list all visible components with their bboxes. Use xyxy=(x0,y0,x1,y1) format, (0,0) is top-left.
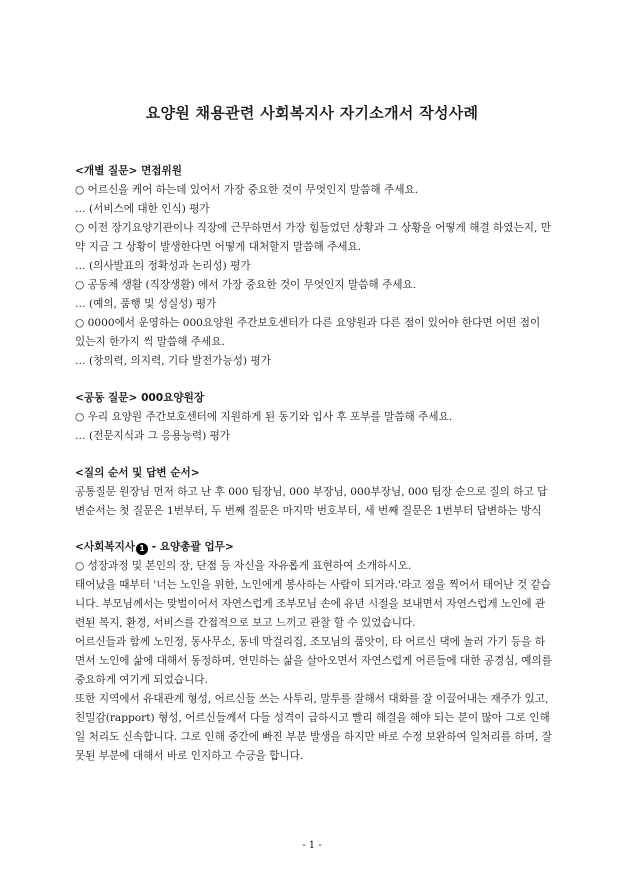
document-body xyxy=(75,162,553,766)
individual-question-1: ○ 어르신을 케어 하는데 있어서 가장 중요한 것이 무엇인지 말씀해 주세요. xyxy=(75,184,419,196)
individual-evaluation-1: … (서비스에 대한 인식) 평가 xyxy=(75,203,210,215)
order-heading: <질의 순서 및 답변 순서> xyxy=(75,467,200,479)
order-paragraph: 공통질문 원장님 먼저 하고 난 후 000 팀장님, 000 부장님, 000부장님, 000 팀장 순으로 질의 하고 답변순서는 첫 질문은 1번부터, 두 번째 질문은 마지막 번호부터, 세 번째 질문은 1번부터 답변하는 방식 xyxy=(75,486,548,517)
page-number: - 1 - xyxy=(302,840,322,851)
individual-question-4: ○ 0000에서 운영하는 000요양원 주간보호센터가 다른 요양원과 다른 점이 있어야 한다면 어떤 점이 있는지 한가지 씩 말씀해 주세요. xyxy=(75,317,541,348)
individual-question-2: ○ 이전 장기요양기관이나 직장에 근무하면서 가장 힘들었던 상황과 그 상황을 어떻게 해결 하였는지, 만약 지금 그 상황이 발생한다면 어떻게 대처할지 말씀해 주세요. xyxy=(75,222,551,253)
social-worker-question: ○ 성장과정 및 본인의 장, 단점 등 자신을 자유롭게 표현하여 소개하시오. xyxy=(75,560,412,572)
section-spacer xyxy=(75,446,553,464)
section-spacer xyxy=(75,521,553,538)
document-title: 요양원 채용관련 사회복지사 자기소개서 작성사례 xyxy=(145,104,479,122)
social-worker-heading-prefix: <사회복지사 xyxy=(75,541,136,553)
social-worker-heading-suffix: - 요양총괄 업무> xyxy=(148,541,234,553)
common-questions-heading: <공동 질문> 000요양원장 xyxy=(75,392,205,404)
circled-number-one-icon: 1 xyxy=(136,543,148,555)
individual-evaluation-4: … (창의력, 의지력, 기타 발전가능성) 평가 xyxy=(75,355,271,367)
section-spacer xyxy=(75,371,553,389)
individual-evaluation-3: … (예의, 품행 및 성실성) 평가 xyxy=(75,298,217,310)
individual-questions-heading: <개별 질문> 면접위원 xyxy=(75,165,182,177)
common-evaluation-1: … (전문지식과 그 응용능력) 평가 xyxy=(75,430,231,442)
social-worker-paragraph-2: 어르신들과 함께 노인정, 동사무소, 동네 막걸리집, 조모님의 품앗이, 타 어르신 댁에 놀러 가기 등을 하면서 노인에 삶에 대해서 동정하며, 연민하는 삶을 살아오면서 자연스럽게 어른들에 대한 공경심, 예의를 중요하게 여기게 되었습니다. xyxy=(75,636,552,686)
social-worker-paragraph-1: 태어났을 때부터 '너는 노인을 위한, 노인에게 봉사하는 사람이 되거라.'라고 점을 찍어서 태어난 것 같습니다. 부모님께서는 맞벌이어서 자연스럽게 조부모님 손에 유년 시절을 보내면서 자연스럽게 노인에 관련된 복지, 환경, 서비스를 간접적으로 보고 느끼고 관찰 할 수 있었습니다. xyxy=(75,579,551,629)
social-worker-paragraph-3: 또한 지역에서 유대관계 형성, 어르신들 쓰는 사투리, 말투를 잘해서 대화를 잘 이끌어내는 재주가 있고, 친밀감(rapport) 형성, 어르신들께서 다들 성격이 급하시고 빨리 해결을 해야 되는 분이 많아 그로 인해 일 처리도 신속합니다. 그로 인해 중간에 빠진 부분 발생을 하지만 바로 수정 보완하여 일처리를 하며, 잘못된 부분에 대해서 바로 인지하고 수긍을 합니다. xyxy=(75,693,552,762)
social-worker-heading xyxy=(75,538,553,557)
individual-question-3: ○ 공동체 생활 (직장생활) 에서 가장 중요한 것이 무엇인지 말씀해 주세요. xyxy=(75,279,417,291)
common-question-1: ○ 우리 요양원 주간보호센터에 지원하게 된 동기와 입사 후 포부를 말씀해 주세요. xyxy=(75,411,453,423)
individual-evaluation-2: … (의사발표의 정확성과 논리성) 평가 xyxy=(75,260,251,272)
